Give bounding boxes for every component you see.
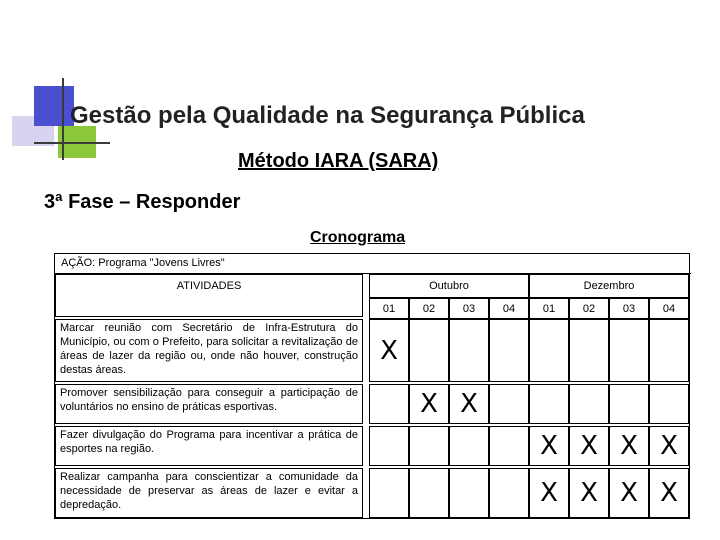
schedule-cell <box>529 426 569 466</box>
schedule-cell <box>649 426 689 466</box>
activity-cell: Fazer divulgação do Programa para incentivar a prática de esportes na região. <box>55 426 363 466</box>
schedule-mark: X <box>540 478 558 508</box>
schedule-mark: X <box>540 431 558 461</box>
schedule-cell <box>409 468 449 518</box>
action-cell: AÇÃO: Programa "Jovens Livres" <box>55 254 691 274</box>
schedule-cell <box>609 468 649 518</box>
schedule-cell <box>569 426 609 466</box>
activity-cell: Marcar reunião com Secretário de Infra-Estrutura do Município, ou com o Prefeito, para solicitar a revitalização de áreas de lazer da região ou, onde não houver, construção destas áreas. <box>55 319 363 382</box>
schedule-mark: X <box>620 478 638 508</box>
week-header: 01 <box>529 298 569 319</box>
week-header: 02 <box>409 298 449 319</box>
schedule-cell <box>529 468 569 518</box>
schedule-cell <box>489 319 529 382</box>
schedule-cell <box>649 319 689 382</box>
schedule-mark: X <box>580 478 598 508</box>
month-header-dezembro: Dezembro <box>529 274 689 298</box>
schedule-cell <box>369 319 409 382</box>
schedule-cell <box>409 384 449 424</box>
slide-title: Gestão pela Qualidade na Segurança Pública <box>70 102 585 129</box>
schedule-cell <box>369 468 409 518</box>
activity-cell: Realizar campanha para conscientizar a comunidade da necessidade de preservar as áreas de lazer e evitar a depredação. <box>55 468 363 518</box>
schedule-cell <box>449 384 489 424</box>
schedule-mark: X <box>420 389 438 419</box>
week-header: 04 <box>489 298 529 319</box>
schedule-cell <box>569 319 609 382</box>
activity-cell: Promover sensibilização para conseguir a participação de voluntários no ensino de práticas esportivas. <box>55 384 363 424</box>
schedule-cell <box>609 384 649 424</box>
week-header: 03 <box>609 298 649 319</box>
schedule-cell <box>529 319 569 382</box>
schedule-cell <box>569 468 609 518</box>
schedule-cell <box>449 468 489 518</box>
schedule-cell <box>369 384 409 424</box>
schedule-cell <box>609 319 649 382</box>
schedule-cell <box>569 384 609 424</box>
schedule-cell <box>409 319 449 382</box>
schedule-mark: X <box>660 431 678 461</box>
schedule-cell <box>489 426 529 466</box>
slide-subtitle: Método IARA (SARA) <box>238 150 439 172</box>
schedule-cell <box>409 426 449 466</box>
month-header-outubro: Outubro <box>369 274 529 298</box>
schedule-mark: X <box>620 431 638 461</box>
decor-line-vertical <box>62 78 64 160</box>
schedule-cell <box>529 384 569 424</box>
week-header: 04 <box>649 298 689 319</box>
schedule-cell <box>449 426 489 466</box>
schedule-cell <box>369 426 409 466</box>
schedule-cell <box>489 384 529 424</box>
week-header: 01 <box>369 298 409 319</box>
schedule-mark: X <box>580 431 598 461</box>
schedule-cell <box>649 468 689 518</box>
schedule-cell <box>489 468 529 518</box>
decor-line-horizontal <box>34 142 110 144</box>
decor-square-blue <box>34 86 74 126</box>
phase-heading: 3ª Fase – Responder <box>44 191 241 213</box>
schedule-mark: X <box>380 335 398 366</box>
schedule-mark: X <box>660 478 678 508</box>
week-header: 02 <box>569 298 609 319</box>
section-heading: Cronograma <box>310 229 406 246</box>
schedule-cell <box>649 384 689 424</box>
schedule-cell <box>609 426 649 466</box>
week-header: 03 <box>449 298 489 319</box>
schedule-mark: X <box>460 389 478 419</box>
activities-header: ATIVIDADES <box>55 274 363 317</box>
schedule-cell <box>449 319 489 382</box>
schedule-table <box>54 253 690 519</box>
